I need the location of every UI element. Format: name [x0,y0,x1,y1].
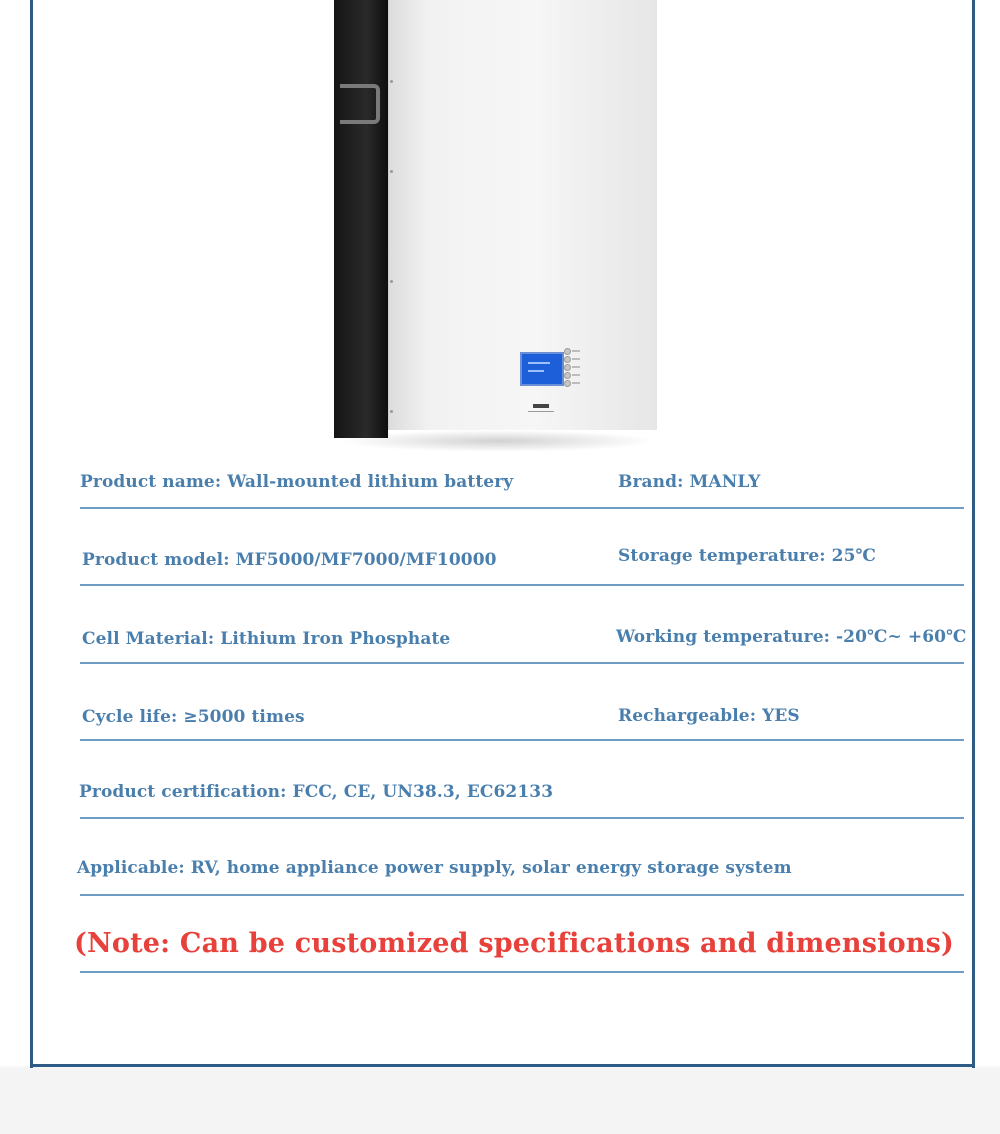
customization-note: (Note: Can be customized specifications and dimensions) [74,928,955,959]
spec-rechargeable: Rechargeable: YES [618,706,800,726]
page-bottom-strip [0,1068,1000,1134]
screw [390,410,393,413]
lcd-line [528,362,550,364]
battery-side-panel [334,0,388,438]
row-divider [80,817,964,819]
spec-storage-temperature: Storage temperature: 25℃ [618,546,876,566]
row-divider [80,507,964,509]
led-label [572,382,580,384]
spec-product-name: Product name: Wall-mounted lithium battery [80,472,514,492]
led-label [572,366,580,368]
status-led [564,348,571,355]
frame-border-bottom [30,1064,975,1067]
battery-handle [340,84,380,124]
battery-logo-underline [528,411,554,412]
spec-cell-material: Cell Material: Lithium Iron Phosphate [82,629,451,649]
spec-working-temperature: Working temperature: -20℃~ +60℃ [616,627,967,647]
row-divider [80,971,964,973]
spec-brand: Brand: MANLY [618,472,761,492]
wall-mounted-battery-icon [334,0,656,452]
spec-certification: Product certification: FCC, CE, UN38.3, EC62133 [79,782,554,802]
row-divider [80,894,964,896]
led-label [572,350,580,352]
led-label [572,358,580,360]
frame-border-left [30,0,33,1068]
status-led [564,380,571,387]
spec-applicable: Applicable: RV, home appliance power supply, solar energy storage system [77,858,792,878]
row-divider [80,584,964,586]
spec-product-model: Product model: MF5000/MF7000/MF10000 [82,550,497,570]
spec-cycle-life: Cycle life: ≥5000 times [82,707,305,727]
row-divider [80,662,964,664]
row-divider [80,739,964,741]
status-led [564,372,571,379]
status-led [564,364,571,371]
status-led [564,356,571,363]
screw [390,80,393,83]
screw [390,280,393,283]
battery-lcd-display [520,352,564,386]
battery-logo [533,404,549,408]
frame-border-right [972,0,975,1068]
screw [390,170,393,173]
led-label [572,374,580,376]
lcd-line [528,370,544,372]
